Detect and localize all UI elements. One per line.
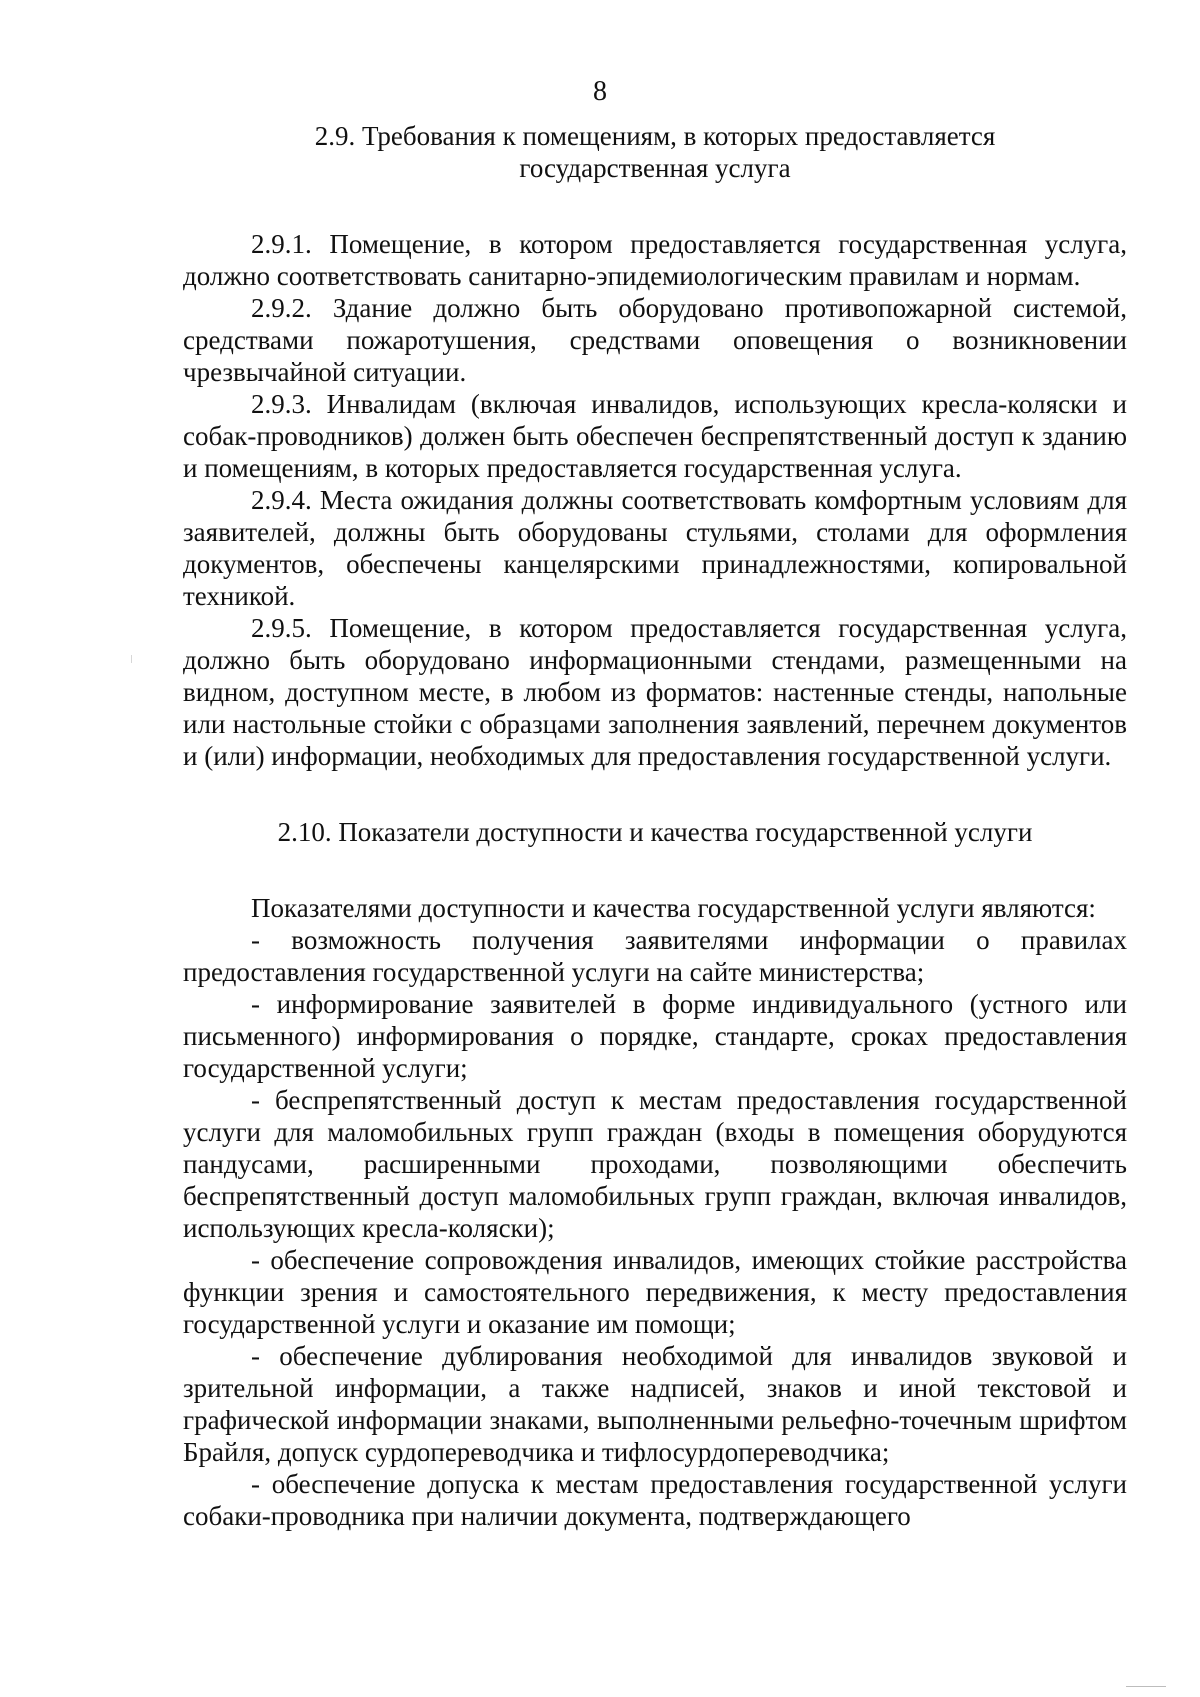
list-item: - обеспечение сопровождения инвалидов, имеющих стойкие расстройства функции зрения и самостоятельного передвижения, к месту предоставления государственной услуги и оказание им помощи; [183,1245,1127,1339]
section-heading-2-9-line1: 2.9. Требования к помещениям, в которых предоставляется [314,121,996,151]
list-item: - обеспечение допуска к местам предоставления государственной услуги собаки-проводника при наличии документа, подтверждающего [183,1469,1127,1531]
paragraph-2-9-2: 2.9.2. Здание должно быть оборудовано противопожарной системой, средствами пожаротушения, средствами оповещения о возникновении чрезвычайной ситуации. [183,293,1127,387]
section-2-10-intro: Показателями доступности и качества государственной услуги являются: [251,893,1096,923]
spacer [183,184,1127,228]
list-item: - возможность получения заявителями информации о правилах предоставления государственной услуги на сайте министерства; [183,925,1127,987]
spacer [183,848,1127,892]
list-item: - беспрепятственный доступ к местам предоставления государственной услуги для маломобильных групп граждан (входы в помещения оборудуются пандусами, расширенными проходами, позволяющими обеспечить беспрепятственный доступ маломобильных групп граждан, включая инвалидов, использующих кресла-коляски); [183,1085,1127,1243]
paragraph-2-9-3: 2.9.3. Инвалидам (включая инвалидов, использующих кресла-коляски и собак-проводников) должен быть обеспечен беспрепятственный доступ к зданию и помещениям, в которых предоставляется государственная услуга. [183,389,1127,483]
paragraph-2-9-1: 2.9.1. Помещение, в котором предоставляется государственная услуга, должно соответствовать санитарно-эпидемиологическим правилам и нормам. [183,229,1127,291]
section-heading-2-9-line2: государственная услуга [519,153,791,183]
scan-artifact-mark [131,655,132,663]
paragraph-2-9-5: 2.9.5. Помещение, в котором предоставляется государственная услуга, должно быть оборудовано информационными стендами, размещенными на видном, доступном месте, в любом из форматов: настенные стенды, напольные или настольные стойки с образцами заполнения заявлений, перечнем документов и (или) информации, необходимых для предоставления государственной услуги. [183,613,1127,771]
paragraph-2-9-4: 2.9.4. Места ожидания должны соответствовать комфортным условиям для заявителей, должны быть оборудованы стульями, столами для оформления документов, обеспечены канцелярскими принадлежностями, копировальной техникой. [183,485,1127,611]
list-item: - обеспечение дублирования необходимой для инвалидов звуковой и зрительной информации, а также надписей, знаков и иной текстовой и графической информации знаками, выполненными рельефно-точечным шрифтом Брайля, допуск сурдопереводчика и тифлосурдопереводчика; [183,1341,1127,1467]
page-number: 8 [593,76,607,107]
spacer [183,772,1127,816]
document-body [183,120,1127,1532]
scan-artifact-line [1126,1686,1166,1687]
section-heading-2-10: 2.10. Показатели доступности и качества государственной услуги [277,817,1033,847]
list-item: - информирование заявителей в форме индивидуального (устного или письменного) информирования о порядке, стандарте, сроках предоставления государственной услуги; [183,989,1127,1083]
